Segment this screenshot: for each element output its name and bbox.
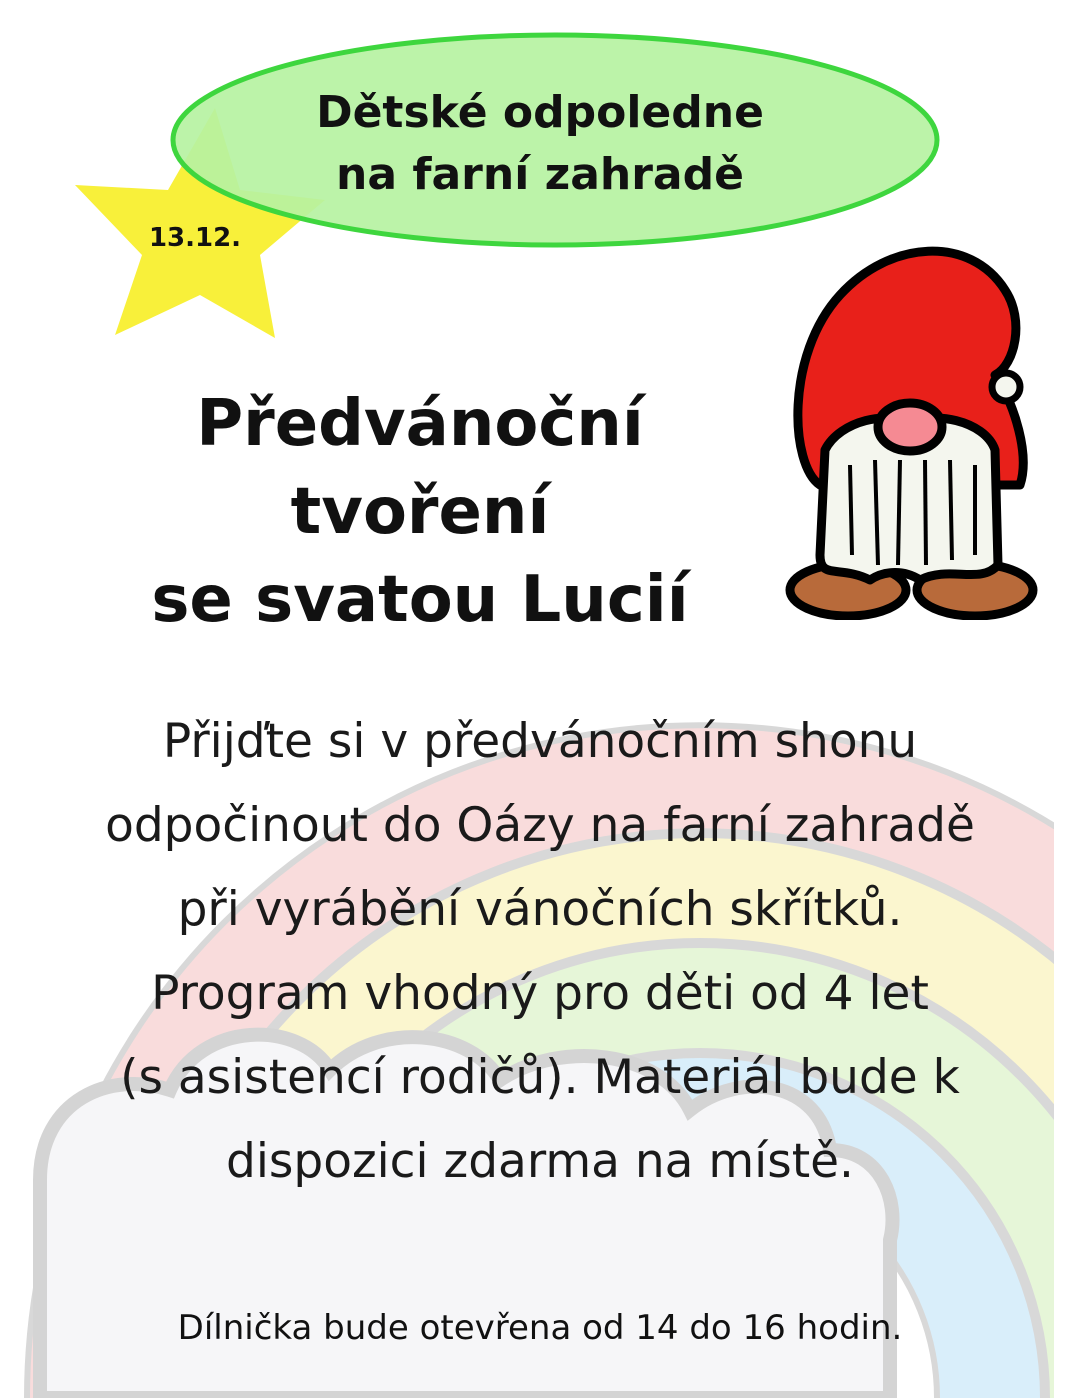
description-line-6: dispozici zdarma na místě. bbox=[225, 1134, 854, 1189]
description-line-2: odpočinout do Oázy na farní zahradě bbox=[105, 798, 975, 853]
event-description bbox=[40, 700, 1040, 1204]
header-line-2: na farní zahradě bbox=[336, 149, 744, 200]
title-line-3: se svatou Lucií bbox=[151, 563, 689, 637]
gnome-illustration bbox=[780, 235, 1040, 620]
description-line-3: při vyrábění vánočních skřítků. bbox=[177, 882, 903, 937]
title-line-1: Předvánoční bbox=[196, 387, 644, 461]
description-line-5: (s asistencí rodičů). Materiál bude k bbox=[120, 1050, 960, 1105]
event-header bbox=[190, 82, 890, 206]
title-line-2: tvoření bbox=[290, 475, 550, 549]
event-date: 13.12. bbox=[148, 223, 242, 253]
event-title bbox=[90, 380, 750, 644]
description-line-1: Přijďte si v předvánočním shonu bbox=[162, 714, 918, 769]
opening-hours: Dílnička bude otevřena od 14 do 16 hodin. bbox=[177, 1308, 903, 1348]
header-line-1: Dětské odpoledne bbox=[316, 87, 764, 138]
description-line-4: Program vhodný pro děti od 4 let bbox=[151, 966, 929, 1021]
